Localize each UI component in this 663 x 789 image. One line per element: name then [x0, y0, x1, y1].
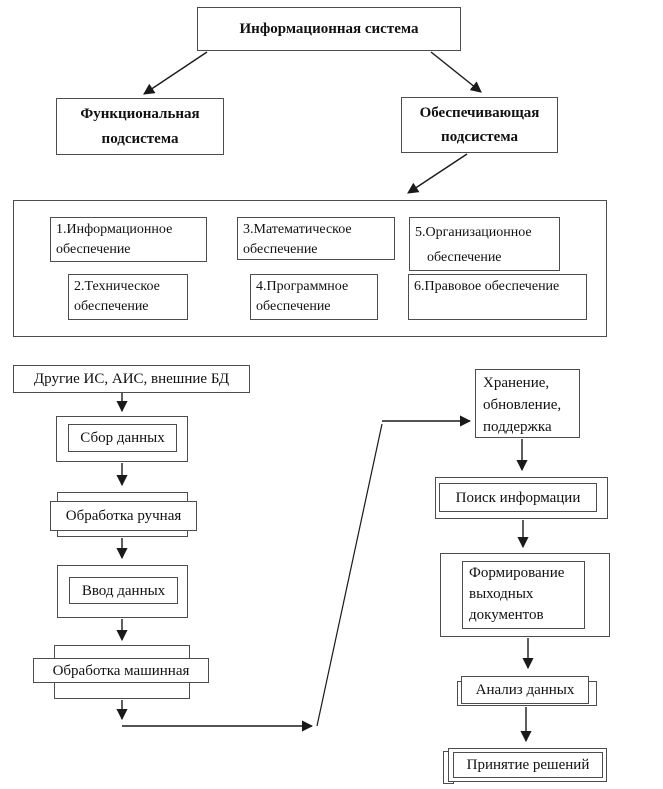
node-decision-making: [453, 752, 603, 778]
collect-data-label: Сбор данных: [80, 430, 165, 446]
node-information-system: [197, 7, 461, 51]
node-component-information: [50, 217, 207, 262]
data-input-label: Ввод данных: [81, 582, 166, 599]
node-component-legal: [408, 274, 587, 320]
component-6-label: 6.Правовое обеспечение: [414, 279, 560, 294]
component-3-label: 3.Математическое обеспечение: [243, 222, 352, 257]
node-data-analysis: [461, 676, 589, 704]
node-information-system-label: Информационная система: [239, 21, 419, 37]
data-analysis-label: Анализ данных: [475, 682, 575, 698]
functional-line1: Функциональная: [80, 106, 200, 123]
arrow-providing-to-components: [408, 154, 467, 193]
providing-line1: Обеспечивающая: [419, 105, 540, 121]
node-component-software: [250, 274, 378, 320]
component-5-line2: обеспечение: [427, 250, 502, 265]
component-1-label: 1.Информационное обеспечение: [56, 222, 173, 257]
external-sources-label: Другие ИС, АИС, внешние БД: [33, 371, 230, 387]
node-collect-data: [68, 424, 177, 452]
node-component-organizational: [409, 217, 560, 271]
node-external-sources: [13, 365, 250, 393]
node-data-input: [69, 577, 178, 604]
node-providing-subsystem: [401, 97, 558, 153]
node-manual-processing: [50, 501, 197, 531]
line-diagonal-up: [317, 424, 382, 726]
manual-processing-label: Обработка ручная: [65, 508, 182, 524]
providing-line2: подсистема: [441, 129, 518, 145]
search-information-label: Поиск информации: [455, 489, 581, 506]
component-5-line1: 5.Организационное: [415, 225, 532, 240]
component-2-label: 2.Техническое обеспечение: [74, 279, 160, 314]
arrow-root-to-functional: [144, 52, 207, 94]
node-machine-processing: [33, 658, 209, 683]
component-4-label: 4.Программное обеспечение: [256, 279, 349, 314]
arrow-root-to-providing: [431, 52, 481, 92]
node-output-documents: [462, 561, 585, 629]
decision-making-label: Принятие решений: [466, 757, 590, 773]
node-component-mathematical: [237, 217, 395, 260]
node-functional-subsystem: [56, 98, 224, 155]
storage-label: Хранение, обновление, поддержка: [483, 375, 562, 435]
output-documents-label: Формирование выходных документов: [469, 565, 565, 623]
node-search-information: [439, 483, 597, 512]
machine-processing-label: Обработка машинная: [52, 662, 190, 679]
node-component-technical: [68, 274, 188, 320]
functional-line2: подсистема: [101, 130, 179, 147]
node-storage: [475, 369, 580, 438]
